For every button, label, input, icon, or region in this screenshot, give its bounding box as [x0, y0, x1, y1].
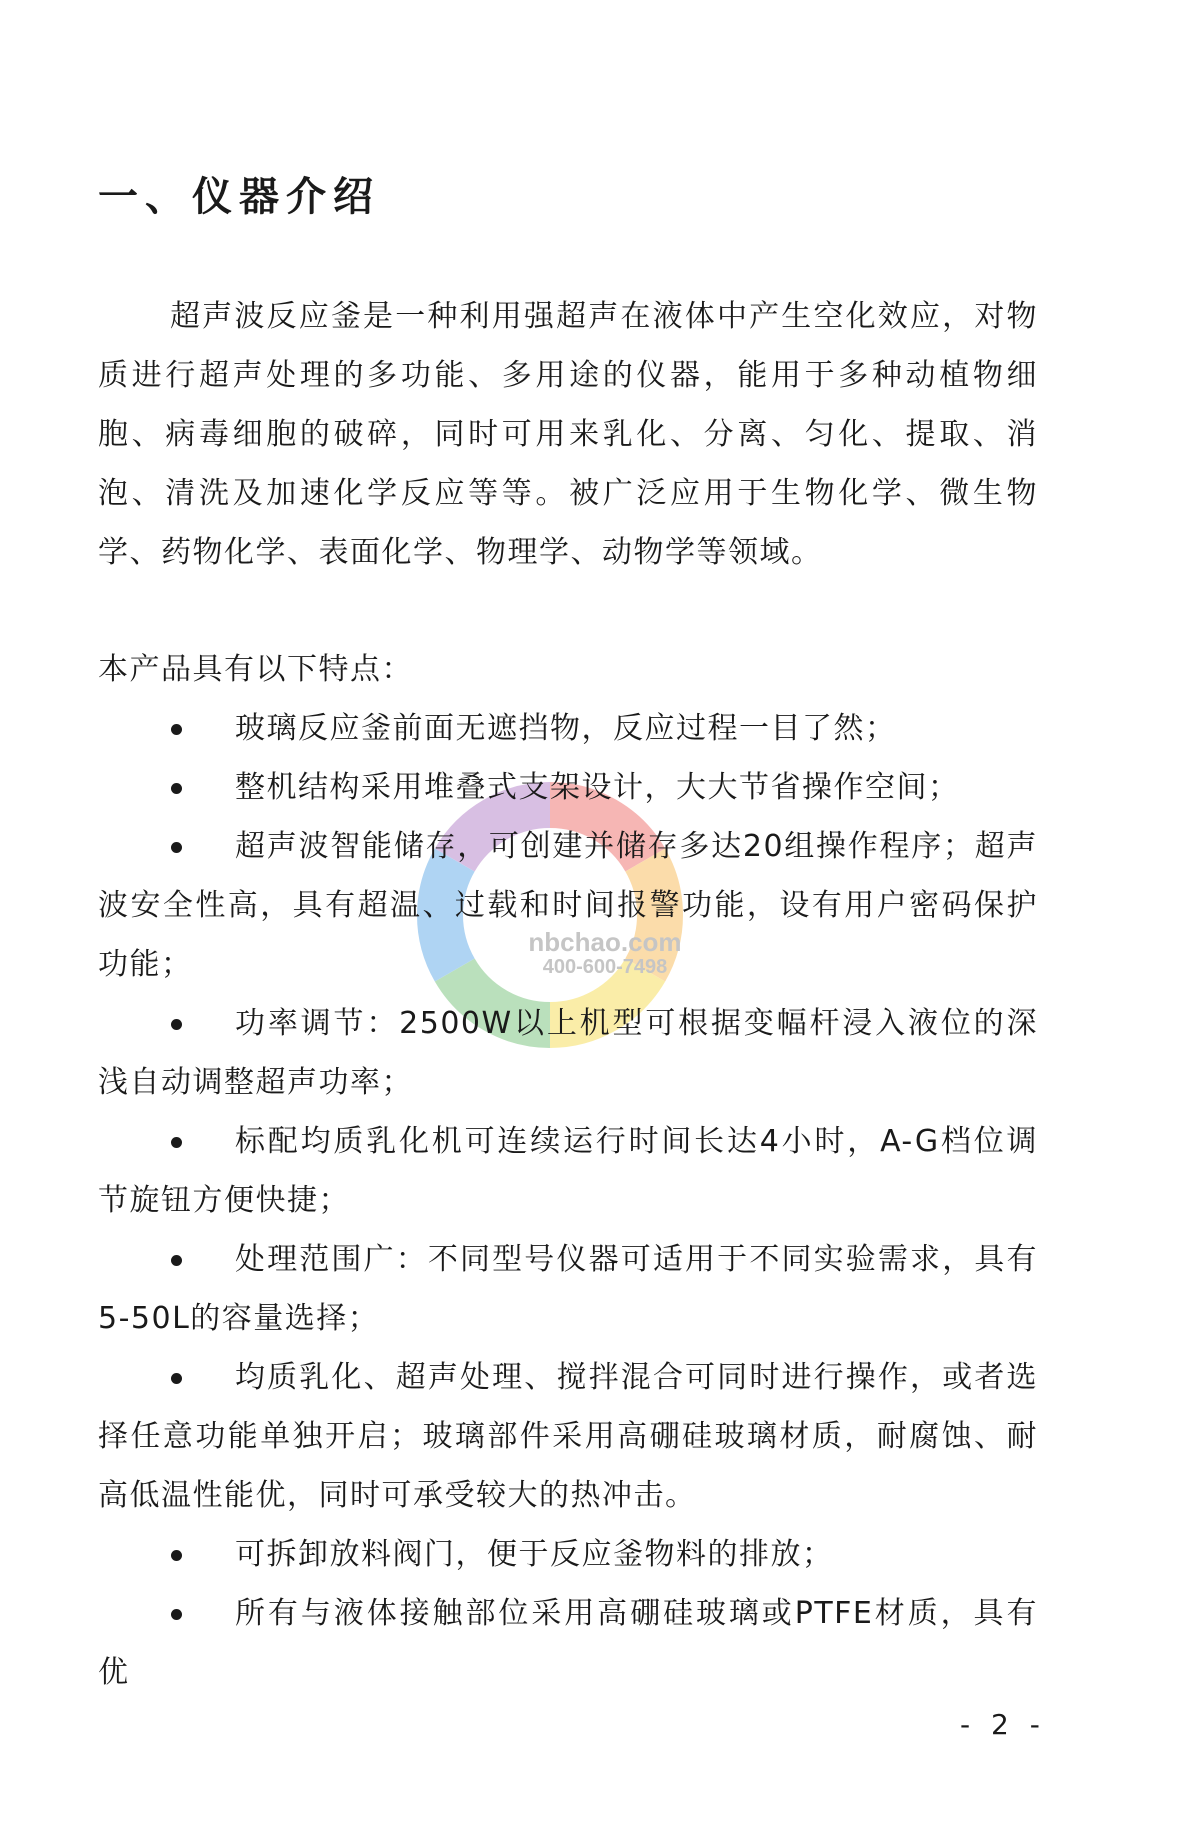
bullet-icon	[171, 783, 182, 794]
features-heading: 本产品具有以下特点：	[98, 652, 413, 687]
features-list	[98, 699, 1038, 1702]
bullet-icon	[171, 1019, 182, 1030]
feature-text: 整机结构采用堆叠式支架设计，大大节省操作空间；	[235, 770, 960, 805]
feature-text: 均质乳化、超声处理、搅拌混合可同时进行操作，或者选择任意功能单独开启；玻璃部件采用高硼硅玻璃材质，耐腐蚀、耐高低温性能优，同时可承受较大的热冲击。	[98, 1360, 1038, 1513]
feature-item	[98, 758, 1038, 817]
bullet-icon	[171, 842, 182, 853]
feature-item	[98, 1112, 1038, 1230]
feature-item	[98, 1584, 1038, 1702]
feature-item	[98, 1348, 1038, 1525]
feature-item	[98, 1230, 1038, 1348]
feature-item	[98, 994, 1038, 1112]
feature-item	[98, 699, 1038, 758]
feature-text: 超声波智能储存，可创建并储存多达20组操作程序；超声波安全性高，具有超温、过载和时间报警功能，设有用户密码保护功能；	[98, 829, 1038, 982]
bullet-icon	[171, 1137, 182, 1148]
watermark-domain: nbchao.com	[528, 927, 682, 957]
bullet-icon	[171, 1550, 182, 1561]
bullet-icon	[171, 1609, 182, 1620]
feature-item	[98, 1525, 1038, 1584]
feature-item	[98, 817, 1038, 994]
section-title: 一、仪器介绍	[98, 174, 380, 220]
watermark-phone: 400-600-7498	[542, 956, 668, 978]
feature-text: 可拆卸放料阀门，便于反应釜物料的排放；	[235, 1537, 834, 1572]
bullet-icon	[171, 724, 182, 735]
bullet-icon	[171, 1255, 182, 1266]
page-number: - 2 -	[960, 1708, 1046, 1741]
feature-text: 标配均质乳化机可连续运行时间长达4小时，A-G档位调节旋钮方便快捷；	[98, 1124, 1038, 1218]
feature-text: 功率调节：2500W以上机型可根据变幅杆浸入液位的深浅自动调整超声功率；	[98, 1006, 1038, 1100]
feature-text: 玻璃反应釜前面无遮挡物，反应过程一目了然；	[235, 711, 897, 746]
intro-paragraph: 超声波反应釜是一种利用强超声在液体中产生空化效应，对物质进行超声处理的多功能、多用途的仪器，能用于多种动植物细胞、病毒细胞的破碎，同时可用来乳化、分离、匀化、提取、消泡、清洗及加速化学反应等等。被广泛应用于生物化学、微生物学、药物化学、表面化学、物理学、动物学等领域。	[98, 299, 1038, 570]
feature-text: 处理范围广：不同型号仪器可适用于不同实验需求，具有5-50L的容量选择；	[98, 1242, 1038, 1336]
feature-text: 所有与液体接触部位采用高硼硅玻璃或PTFE材质，具有优	[98, 1596, 1038, 1690]
bullet-icon	[171, 1373, 182, 1384]
